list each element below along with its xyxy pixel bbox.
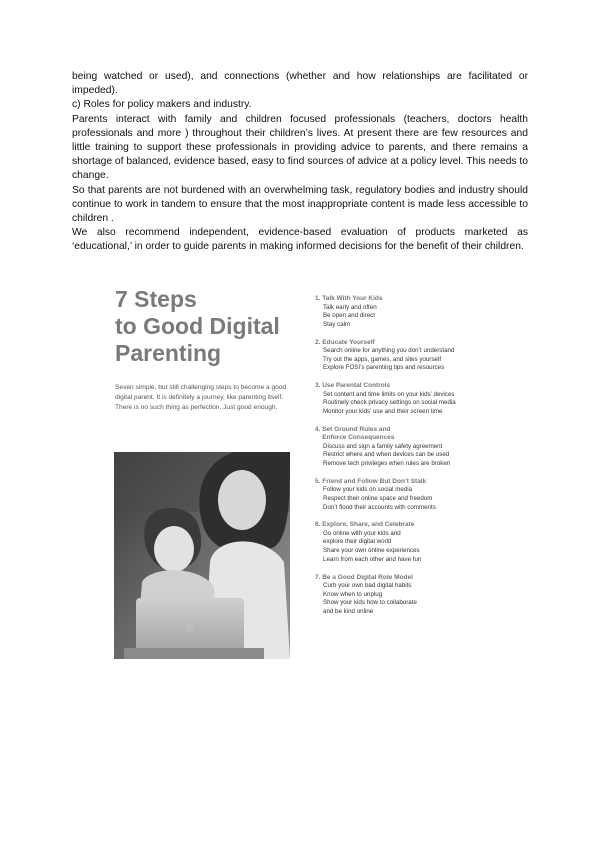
step-line: explore their digital world — [323, 538, 392, 546]
title-line: to Good Digital — [115, 313, 280, 339]
body-text — [72, 70, 528, 255]
step-line: Share your own online experiences — [323, 547, 420, 555]
intro-text: Seven simple, but still challenging steps to become a good digital parent. It is definitely a journey, like parenting itself. There is no such thing as perfection. Just good enough. — [115, 384, 287, 411]
step-line: Show your kids how to collaborate — [323, 599, 417, 607]
step-line: Try out the apps, games, and sites yourself — [323, 355, 442, 363]
step-line: Respect their online space and freedom — [323, 494, 433, 502]
step-line: Learn from each other and have fun — [323, 555, 422, 563]
step-line: Explore FOSI’s parenting tips and resources — [323, 364, 445, 372]
infographic-title — [115, 286, 280, 367]
step-line: Monitor your kids’ use and their screen time — [323, 407, 443, 415]
step-line: Restrict where and when devices can be used — [323, 451, 450, 459]
step-line: Routinely check privacy settings on social media — [323, 399, 456, 407]
step-item — [315, 478, 495, 512]
title-line: 7 Steps — [115, 286, 197, 312]
paragraph: c) Roles for policy makers and industry. — [72, 99, 252, 111]
step-item — [315, 382, 495, 416]
steps-list — [315, 295, 495, 626]
step-line: Talk early and often — [323, 303, 377, 311]
step-title: 2. Educate Yourself — [315, 338, 375, 346]
step-title: 3. Use Parental Controls — [315, 382, 391, 390]
parent-child-photo — [114, 452, 290, 659]
step-line: Set content and time limits on your kids’ devices — [323, 390, 455, 398]
step-title: 7. Be a Good Digital Role Model — [315, 573, 413, 581]
step-line: Remove tech privileges when rules are broken — [323, 459, 451, 467]
step-item — [315, 295, 495, 329]
step-item — [315, 339, 495, 373]
step-line: Discuss and sign a family safety agreement — [323, 442, 443, 450]
title-line: Parenting — [115, 340, 222, 366]
step-title: 6. Explore, Share, and Celebrate — [315, 521, 415, 529]
step-title: 1. Talk With Your Kids — [315, 295, 383, 302]
step-title: 4. Set Ground Rules and Enforce Consequences — [315, 425, 395, 442]
step-line: Don’t flood their accounts with comments — [323, 503, 436, 511]
paragraph: So that parents are not burdened with an overwhelming task, regulatory bodies and industry should continue to work in tandem to ensure that the most inappropriate content is made less accessible to children . — [72, 184, 528, 225]
step-line: and be kind online — [323, 607, 374, 615]
step-line: Stay calm — [323, 320, 351, 328]
step-item — [315, 521, 495, 564]
step-line: Follow your kids on social media — [323, 486, 413, 494]
step-line: Curb your own bad digital habits — [323, 582, 412, 590]
step-item — [315, 574, 495, 617]
step-line: Go online with your kids and — [323, 529, 401, 537]
step-line: Know when to unplug — [323, 590, 383, 598]
step-line: Search online for anything you don’t understand — [323, 347, 455, 355]
step-line: Be open and direct — [323, 312, 375, 320]
paragraph: being watched or used), and connections (whether and how relationships are facilitated or impeded). — [72, 71, 528, 97]
step-item — [315, 426, 495, 469]
paragraph: We also recommend independent, evidence-based evaluation of products marketed as ‘educational,’ in order to guide parents in making informed decisions for the benefit of their children. — [72, 227, 528, 253]
paragraph: Parents interact with family and children focused professionals (teachers, doctors health professionals and more ) throughout their children’s lives. At present there are few resources and little training to support these professionals in providing advice to parents, and there remains a shortage of balanced, evidence based, easy to find sources of advice at a policy level. This needs to change. — [72, 113, 529, 182]
infographic — [112, 283, 492, 663]
step-title: 5. Friend and Follow But Don’t Stalk — [315, 477, 427, 485]
